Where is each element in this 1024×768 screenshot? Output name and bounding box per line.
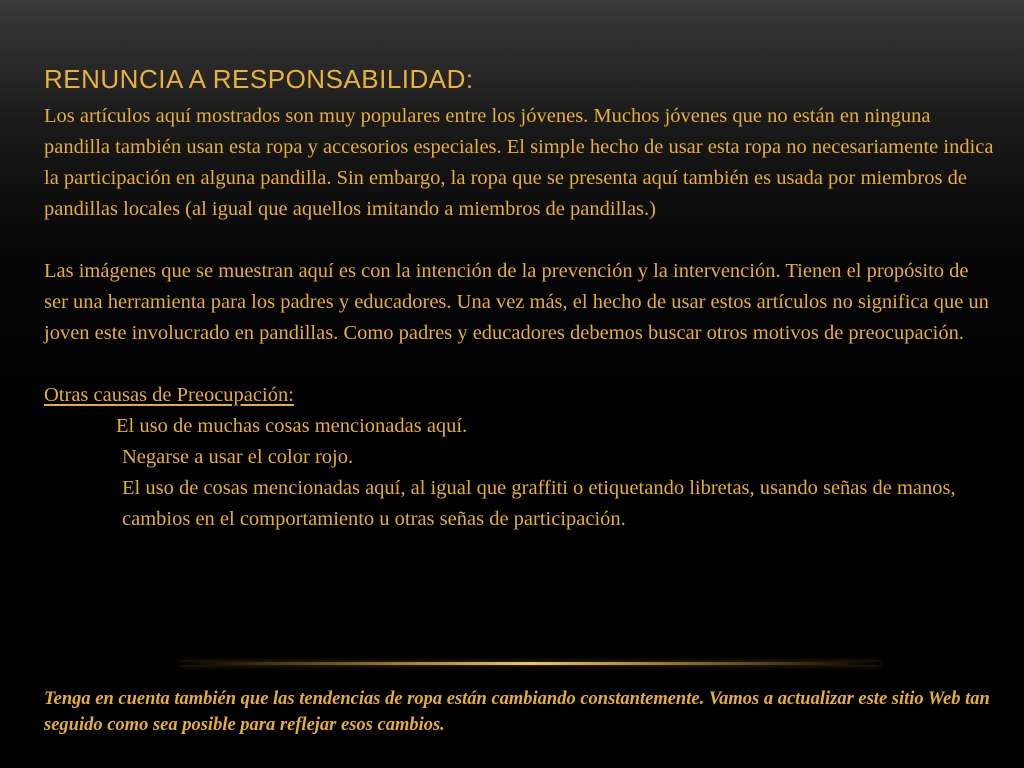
footer-note: Tenga en cuenta también que las tendencias de ropa están cambiando constantemente. Vamos a actualizar este sitio Web tan seguido como sea posible para reflejar esos cambios.	[44, 689, 990, 735]
slide-body	[44, 101, 994, 535]
gold-divider	[180, 662, 880, 665]
disclaimer-paragraph-1: Los artículos aquí mostrados son muy populares entre los jóvenes. Muchos jóvenes que no están en ninguna pandilla también usan esta ropa y accesorios especiales. El simple hecho de usar esta ropa no necesariamente indica la participación en alguna pandilla. Sin embargo, la ropa que se presenta aquí también es usada por miembros de pandillas locales (al igual que aquellos imitando a miembros de pandillas.)	[44, 105, 994, 220]
slide-title: RENUNCIA A RESPONSABILIDAD:	[44, 64, 474, 94]
other-causes-heading: Otras causas de Preocupación:	[44, 384, 294, 406]
spacer	[44, 225, 994, 256]
spacer	[44, 349, 994, 380]
list-item: El uso de cosas mencionadas aquí, al igual que graffiti o etiquetando libretas, usando señas de manos, cambios en el comportamiento u otras señas de participación.	[122, 477, 956, 530]
list-item: Negarse a usar el color rojo.	[122, 446, 354, 468]
disclaimer-paragraph-2: Las imágenes que se muestran aquí es con la intención de la prevención y la intervención. Tienen el propósito de ser una herramienta para los padres y educadores. Una vez más, el hecho de usar estos artículos no significa que un joven este involucrado en pandillas. Como padres y educadores debemos buscar otros motivos de preocupación.	[44, 260, 989, 344]
list-item: El uso de muchas cosas mencionadas aquí.	[116, 415, 468, 437]
